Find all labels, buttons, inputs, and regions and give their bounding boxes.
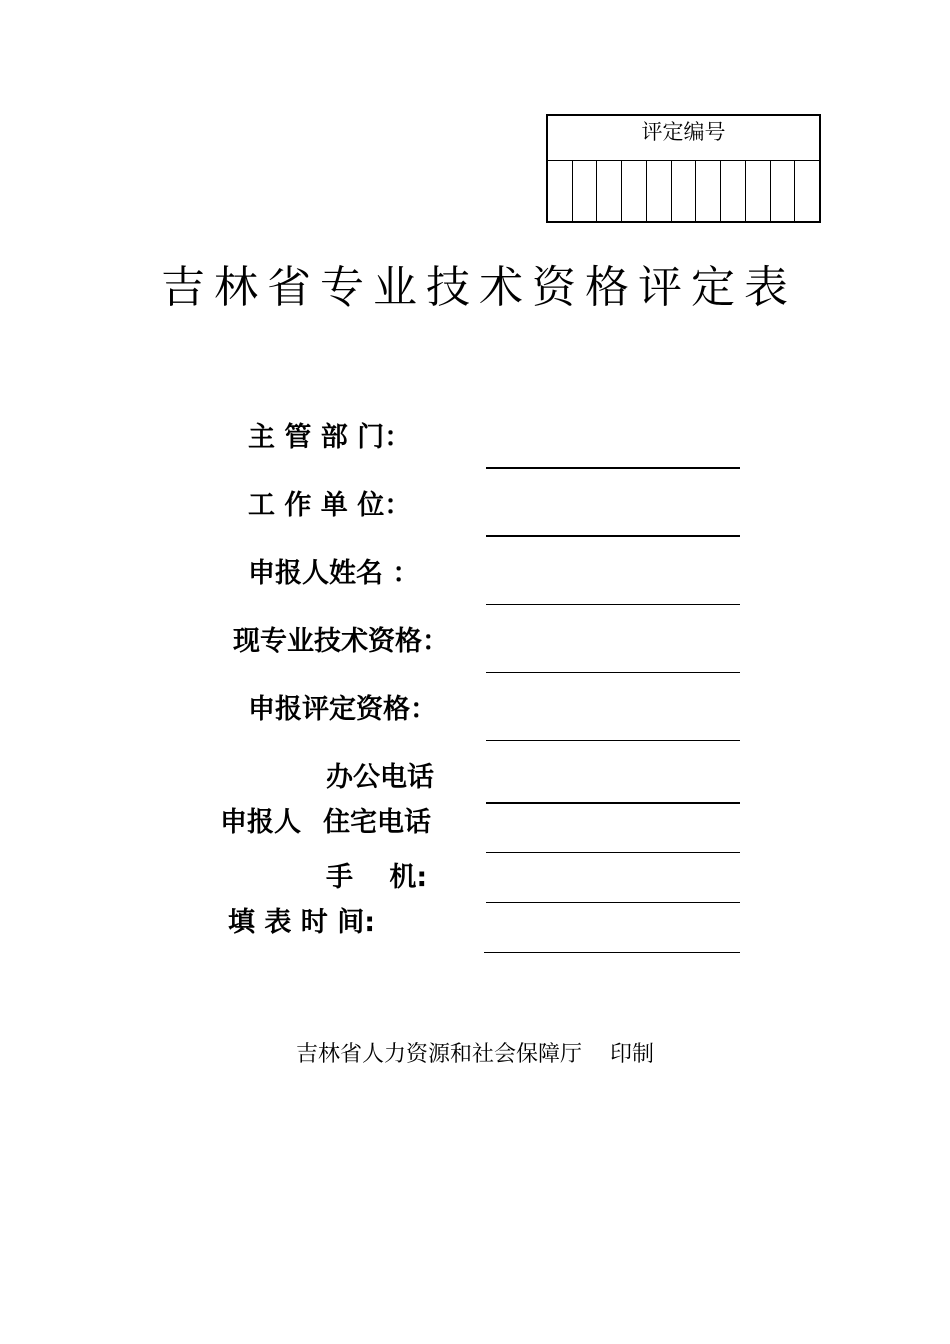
applied-qualification-label: 申报评定资格： [248,694,437,725]
evaluation-number-cells [548,160,819,221]
work-unit-label: 工 作 单 位： [248,490,412,521]
department-field[interactable] [486,467,740,469]
evaluation-number-cell[interactable] [771,161,796,221]
evaluation-number-cell[interactable] [622,161,647,221]
evaluation-number-cell[interactable] [597,161,622,221]
evaluation-number-cell[interactable] [795,161,819,221]
evaluation-number-title: 评定编号 [641,120,726,144]
evaluation-number-cell[interactable] [672,161,697,221]
evaluation-number-cell[interactable] [721,161,746,221]
evaluation-number-cell[interactable] [746,161,771,221]
evaluation-number-cell[interactable] [573,161,598,221]
applicant-label: 申报人 [220,807,301,838]
applicant-name-field[interactable] [486,604,740,605]
fill-date-field[interactable] [484,952,740,953]
evaluation-number-cell[interactable] [696,161,721,221]
home-phone-label: 住宅电话 [323,807,431,838]
printer-credit: 吉林省人力资源和社会保障厅 印制 [296,1042,654,1067]
applied-qualification-field[interactable] [486,740,740,741]
office-phone-label: 办公电话 [326,762,434,793]
evaluation-number-box [546,114,821,223]
page-title: 吉林省专业技术资格评定表 [161,262,797,313]
office-phone-field[interactable] [486,802,740,804]
current-qualification-field[interactable] [486,672,740,673]
fill-date-label: 填 表 时 间: [228,907,375,938]
evaluation-number-cell[interactable] [548,161,573,221]
current-qualification-label: 现专业技术资格： [233,626,449,657]
home-phone-field[interactable] [486,852,740,853]
department-label: 主 管 部 门： [248,422,412,453]
work-unit-field[interactable] [486,535,740,537]
mobile-field[interactable] [486,902,740,903]
evaluation-number-cell[interactable] [647,161,672,221]
applicant-name-label: 申报人姓名 ： [248,558,420,589]
mobile-label: 手 机: [326,862,428,893]
